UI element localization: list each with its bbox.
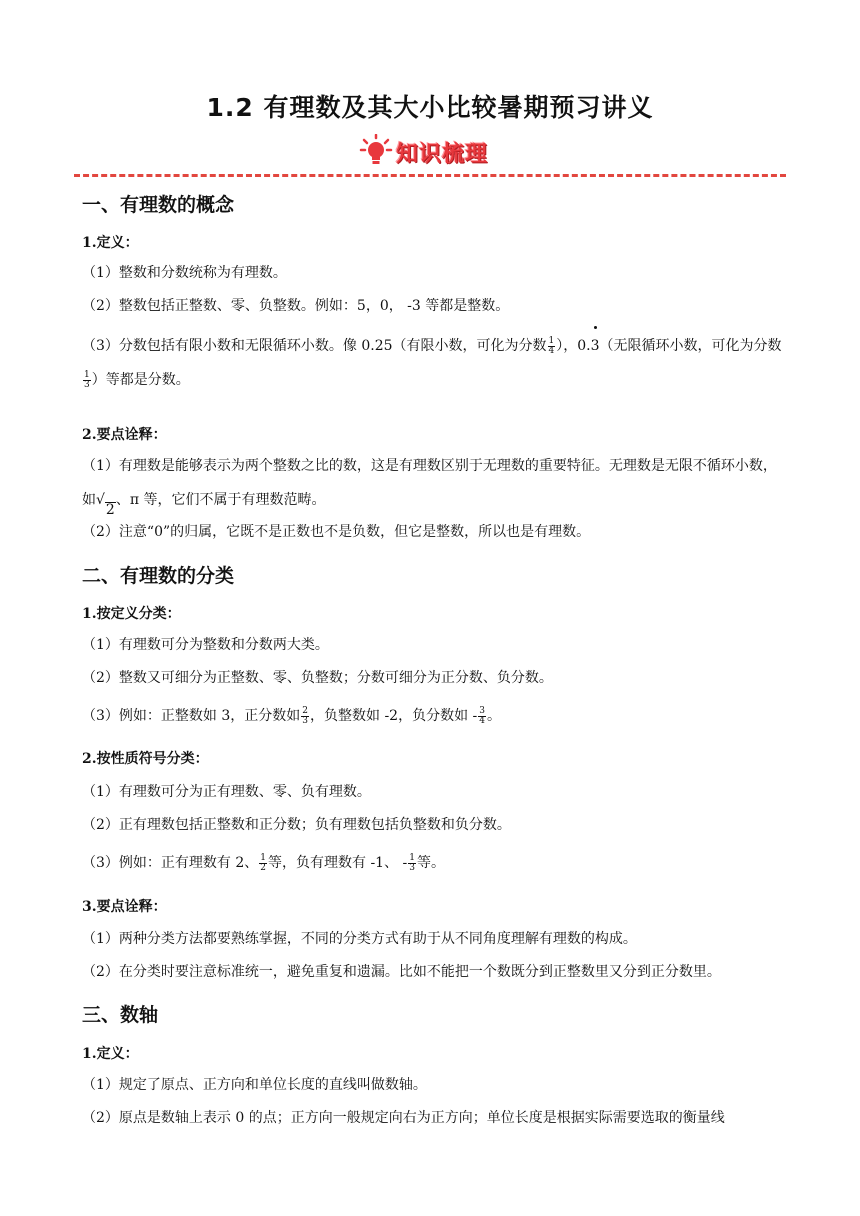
heading-concept: 一、有理数的概念 <box>82 194 235 216</box>
definition-label: 1.按定义分类： <box>82 606 181 622</box>
fraction <box>478 707 486 726</box>
paragraph: （1）整数和分数统称为有理数。 <box>82 265 287 281</box>
paragraph: （1）两种分类方法都要熟练掌握，不同的分类方式有助于从不同角度理解有理数的构成。 <box>82 931 637 947</box>
paragraph: （2）原点是数轴上表示 0 的点；正方向一般规定向右为正方向；单位长度是根据实际需要选取的衡量线 <box>82 1110 725 1126</box>
paragraph <box>82 706 782 726</box>
fraction-numerator: 2 <box>302 705 308 716</box>
paragraph <box>82 449 782 517</box>
paragraph <box>82 329 782 397</box>
key-points-label: 2.要点诠释： <box>82 427 167 443</box>
fraction-denominator: 4 <box>479 715 486 726</box>
paragraph: （1）有理数可分为正有理数、零、负有理数。 <box>82 784 371 800</box>
fraction <box>301 707 309 726</box>
fraction <box>408 854 416 873</box>
text-run: （3）分数包括有限小数和无限循环小数。像 0.25（有限小数，可化为分数 <box>82 338 547 354</box>
fraction-numerator: 1 <box>84 369 90 380</box>
fraction-denominator: 3 <box>84 379 90 390</box>
text-run: ）等都是分数。 <box>91 372 190 388</box>
section-divider <box>74 174 786 177</box>
text-run: 。 <box>487 708 502 724</box>
text-run: 、π 等，它们不属于有理数范畴。 <box>115 492 326 508</box>
paragraph: （2）正有理数包括正整数和正分数；负有理数包括负整数和负分数。 <box>82 817 511 833</box>
definition-label: 1.定义： <box>82 235 139 251</box>
fraction <box>259 854 267 873</box>
key-points-label: 3.要点诠释： <box>82 899 167 915</box>
fraction <box>83 371 91 390</box>
fraction-denominator: 3 <box>409 862 416 873</box>
badge-label: 知识梳理 <box>396 141 489 167</box>
text-run: （无限循环小数，可化为分数 <box>599 338 782 354</box>
repeating-digit: 3 <box>591 329 600 363</box>
fraction-numerator: 1 <box>409 852 416 863</box>
fraction-denominator: 2 <box>260 862 266 873</box>
paragraph: （2）整数包括正整数、零、负整数。例如：5，0， -3 等都是整数。 <box>82 298 510 314</box>
radicand: 2 <box>105 502 115 518</box>
text-run: ，负整数如 -2，负分数如 - <box>310 708 478 724</box>
text-run: 等，负有理数有 -1、 - <box>268 855 408 871</box>
heading-classification: 二、有理数的分类 <box>82 565 235 587</box>
text-run: ），0. <box>556 338 591 354</box>
paragraph: （1）规定了原点、正方向和单位长度的直线叫做数轴。 <box>82 1077 427 1093</box>
text-run: （3）例如：正有理数有 2、 <box>82 855 259 871</box>
section-badge <box>356 134 488 170</box>
definition-label: 1.定义： <box>82 1046 139 1062</box>
text-run: （1）有理数是能够表示为两个整数之比的数，这是有理数区别于无理数的重要特征。无理数是无限不循环小数，如 <box>82 458 777 508</box>
paragraph: （2）注意“0”的归属，它既不是正数也不是负数，但它是整数，所以也是有理数。 <box>82 524 591 540</box>
lightbulb-icon <box>356 134 396 170</box>
fraction-denominator: 3 <box>302 715 308 726</box>
paragraph: （1）有理数可分为整数和分数两大类。 <box>82 637 329 653</box>
text-run: 等。 <box>417 855 446 871</box>
paragraph: （2）整数又可细分为正整数、零、负整数；分数可细分为正分数、负分数。 <box>82 670 553 686</box>
text-run: （3）例如：正整数如 3，正分数如 <box>82 708 301 724</box>
square-root: √ 2 <box>96 492 115 518</box>
paragraph <box>82 853 782 873</box>
page-title: 1.2 有理数及其大小比较暑期预习讲义 <box>206 93 654 122</box>
fraction-numerator: 3 <box>479 705 486 716</box>
paragraph: （2）在分类时要注意标准统一，避免重复和遗漏。比如不能把一个数既分到正整数里又分到正分数里。 <box>82 964 721 980</box>
fraction <box>548 337 556 356</box>
fraction-denominator: 4 <box>548 345 555 356</box>
fraction-numerator: 1 <box>548 335 555 346</box>
fraction-numerator: 1 <box>260 852 266 863</box>
heading-number-line: 三、数轴 <box>82 1004 159 1026</box>
sign-classification-label: 2.按性质符号分类： <box>82 751 209 767</box>
